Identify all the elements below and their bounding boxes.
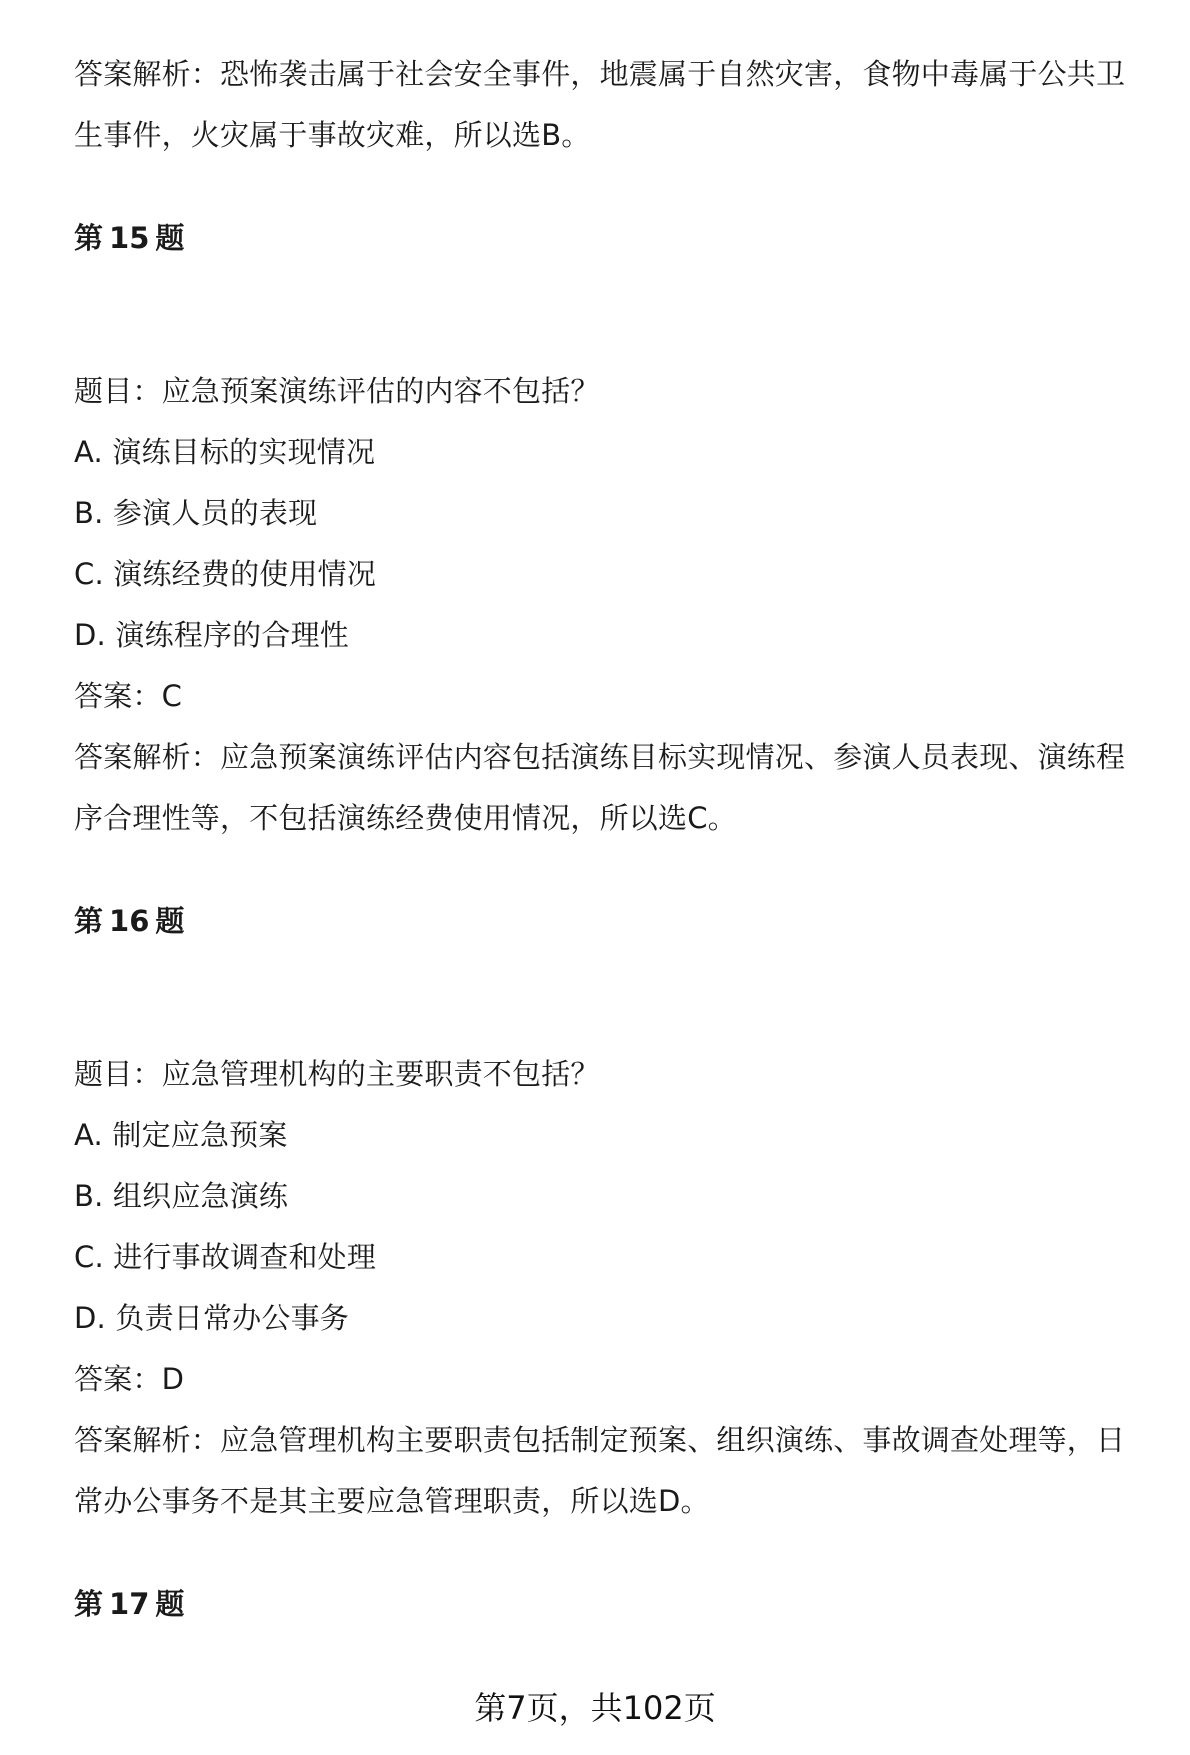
- explanation-line: 答案解析：恐怖袭击属于社会安全事件，地震属于自然灾害，食物中毒属于公共卫: [74, 57, 1126, 91]
- question-header-prefix: 第: [74, 904, 104, 938]
- answer: 答案：C: [74, 679, 183, 713]
- question-number: 17: [109, 1587, 150, 1621]
- page-footer: 第7页，共102页: [474, 1689, 716, 1727]
- option-a: A. 制定应急预案: [74, 1118, 288, 1152]
- question-header: [74, 901, 1154, 941]
- question-number: 16: [109, 904, 150, 938]
- question-number: 15: [109, 221, 150, 255]
- option-c: C. 演练经费的使用情况: [74, 557, 377, 591]
- question-header-suffix: 题: [155, 904, 185, 938]
- answer: 答案：D: [74, 1362, 185, 1396]
- spacer: [74, 941, 1154, 1044]
- option-d: D. 演练程序的合理性: [74, 618, 349, 652]
- option-b: B. 参演人员的表现: [74, 496, 318, 530]
- option-b: B. 组织应急演练: [74, 1179, 289, 1213]
- question-header: [74, 1584, 1154, 1624]
- option-c: C. 进行事故调查和处理: [74, 1240, 377, 1274]
- explanation-line: 序合理性等，不包括演练经费使用情况，所以选C。: [74, 801, 737, 835]
- question-text: 题目：应急管理机构的主要职责不包括？: [74, 1057, 600, 1091]
- question-text: 题目：应急预案演练评估的内容不包括？: [74, 374, 600, 408]
- option-a: A. 演练目标的实现情况: [74, 435, 376, 469]
- question-block-17: [74, 1584, 1154, 1624]
- question-block-15: [74, 218, 1154, 849]
- page-content: [74, 44, 1154, 1624]
- question-header-prefix: 第: [74, 221, 104, 255]
- question-header-prefix: 第: [74, 1587, 104, 1621]
- explanation-line: 答案解析：应急预案演练评估内容包括演练目标实现情况、参演人员表现、演练程: [74, 740, 1126, 774]
- explanation-line: 答案解析：应急管理机构主要职责包括制定预案、组织演练、事故调查处理等，日: [74, 1423, 1126, 1457]
- question-header: [74, 218, 1154, 258]
- explanation-line: 常办公事务不是其主要应急管理职责，所以选D。: [74, 1484, 710, 1518]
- question-header-suffix: 题: [155, 1587, 185, 1621]
- question-header-suffix: 题: [155, 221, 185, 255]
- option-d: D. 负责日常办公事务: [74, 1301, 349, 1335]
- spacer: [74, 258, 1154, 361]
- question-block-16: [74, 901, 1154, 1532]
- explanation-line: 生事件，火灾属于事故灾难，所以选B。: [74, 118, 591, 152]
